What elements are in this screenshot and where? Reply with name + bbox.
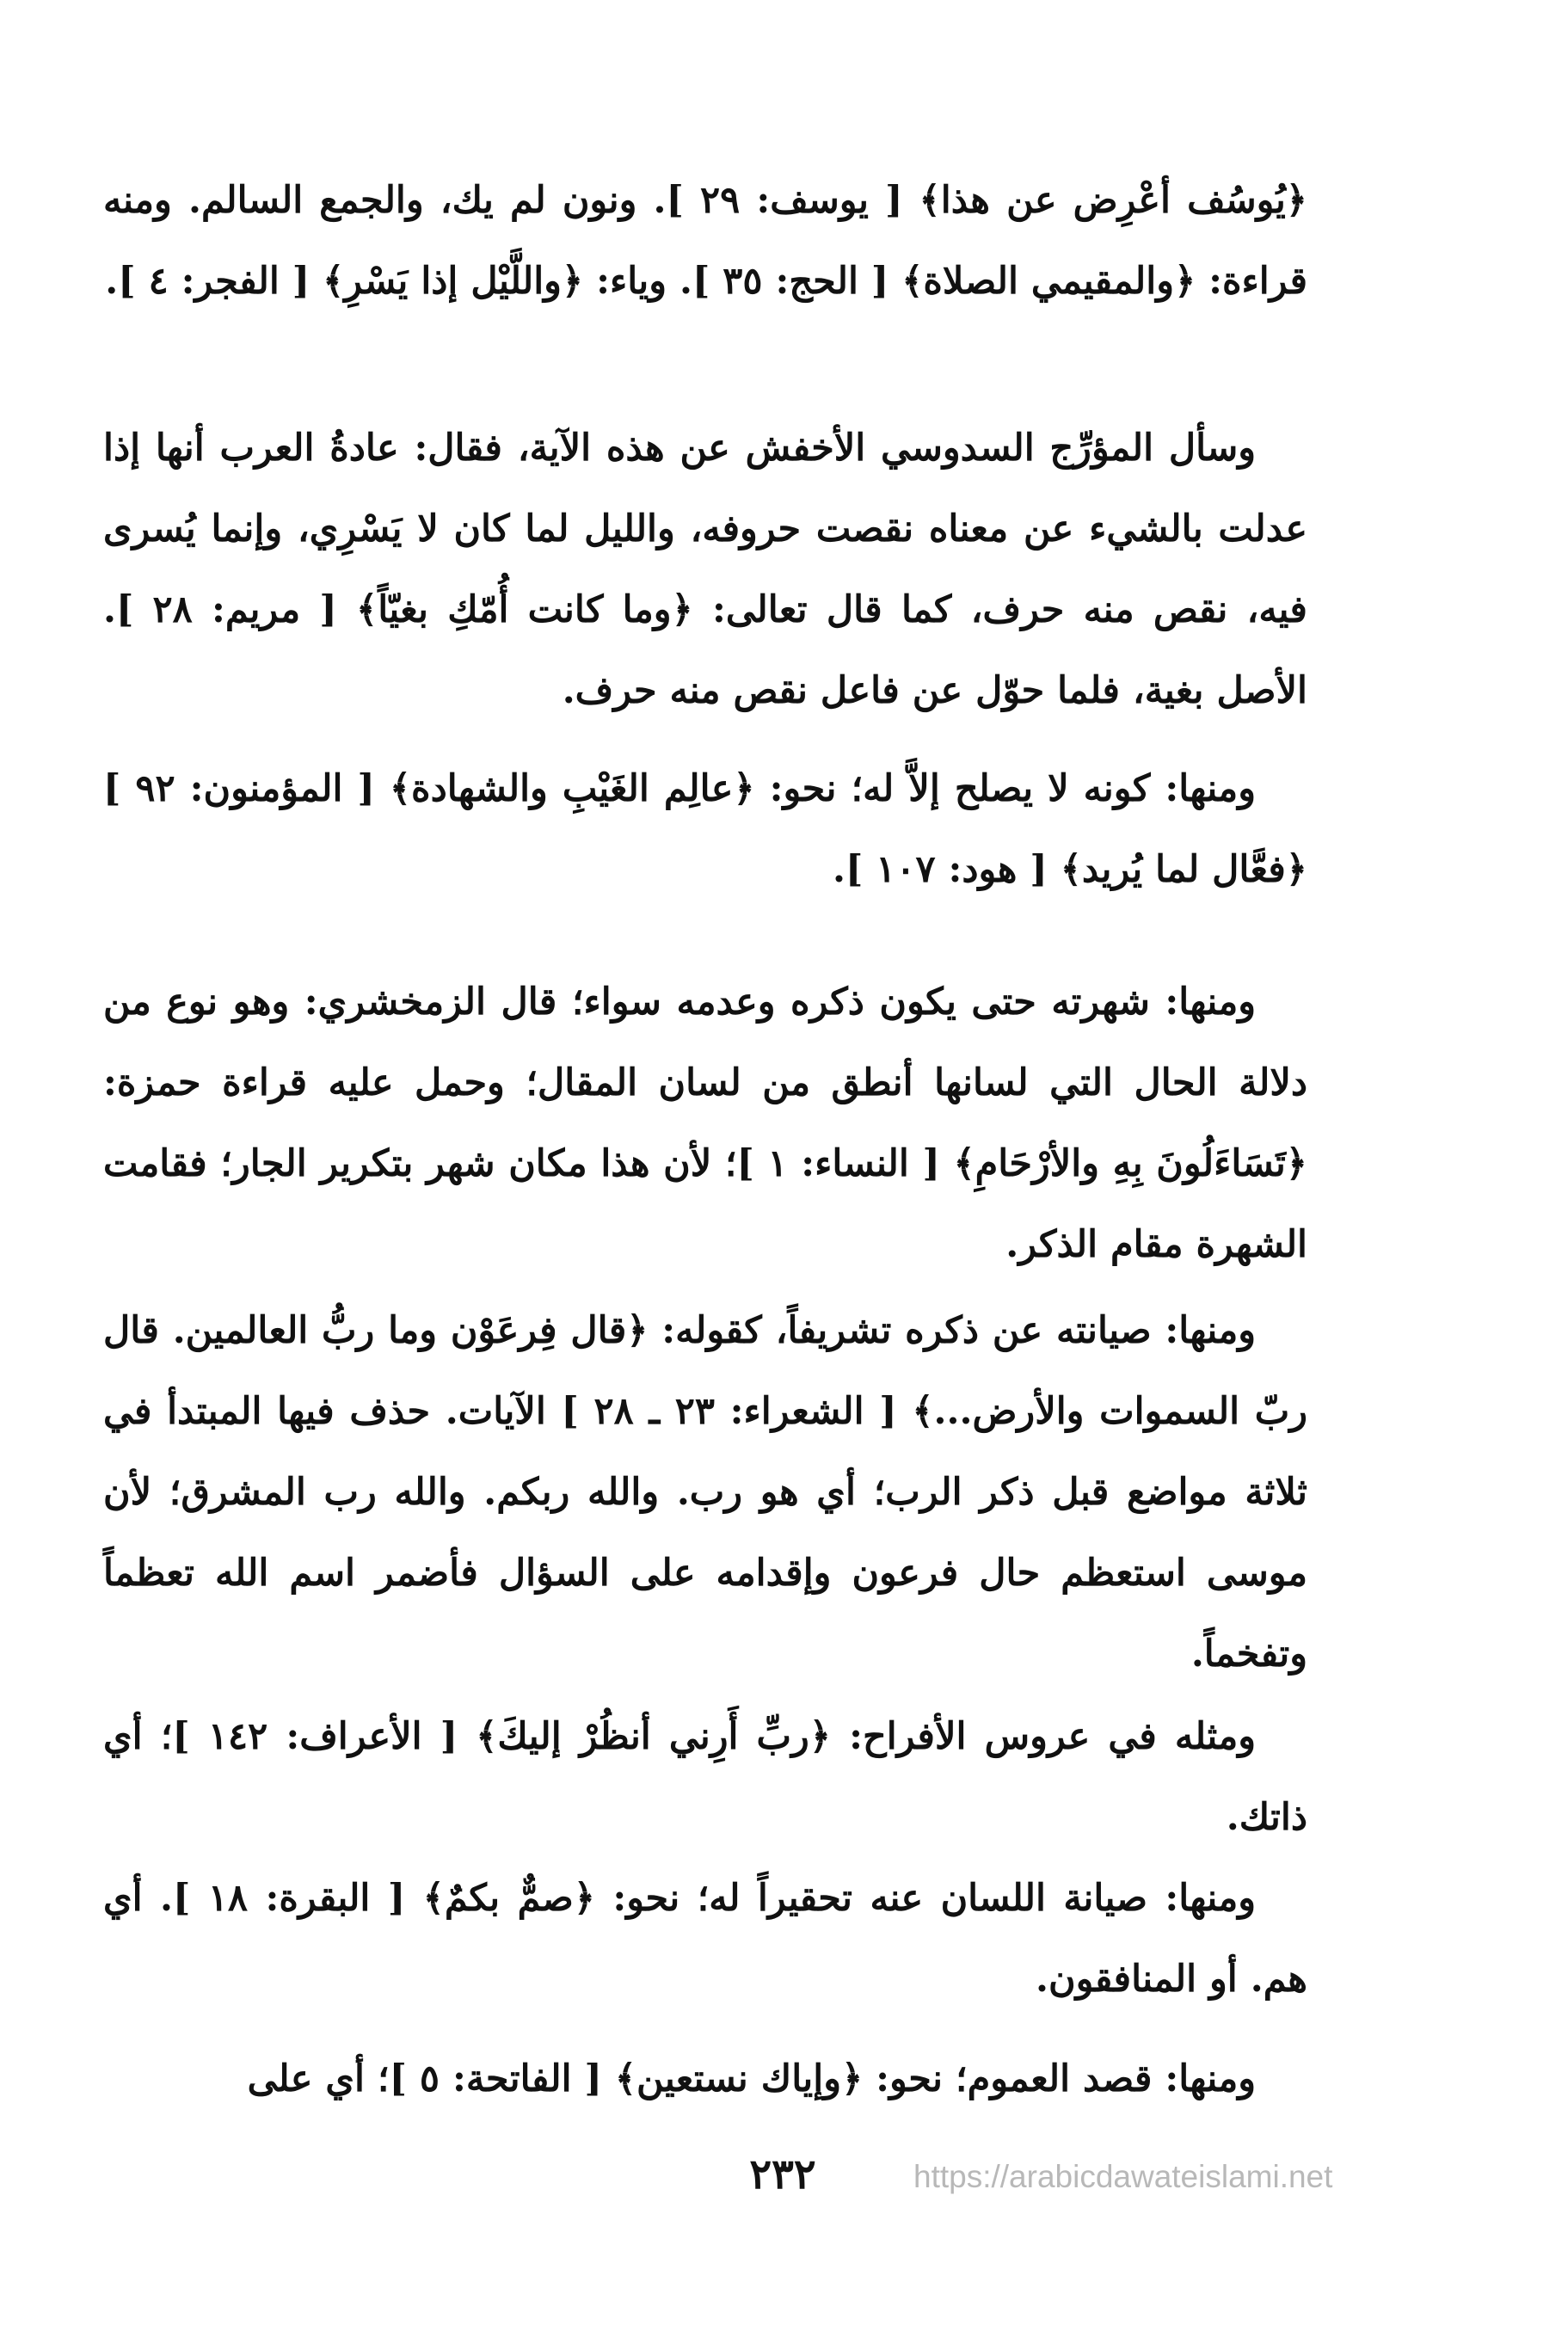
paragraph-7 xyxy=(103,1858,1307,2020)
paragraph-text: ومنها: كونه لا يصلح إلاَّ له؛ نحو: ﴿عالِم الغَيْبِ والشهادة﴾ [ المؤمنون: ٩٢ ] ﴿فعَّال لما يُريد﴾ [ هود: ١٠٧ ]. xyxy=(103,767,1307,891)
paragraph-text: ومثله في عروس الأفراح: ﴿ربِّ أَرِني أنظُرْ إليكَ﴾ [ الأعراف: ١٤٢ ]؛ أي ذاتك. xyxy=(103,1715,1307,1839)
paragraph-text: ومنها: صيانته عن ذكره تشريفاً، كقوله: ﴿قال فِرعَوْن وما ربُّ العالمين. قال ربّ السموات والأرض...﴾ [ الشعراء: ٢٣ ـ ٢٨ ] الآيات. حذف فيها المبتدأ في ثلاثة مواضع قبل ذكر الرب؛ أي هو رب. والله ربكم. والله رب المشرق؛ لأن موسى استعظم حال فرعون وإقدامه على السؤال فأضمر اسم الله تعظماً وتفخماً. xyxy=(103,1309,1307,1676)
watermark-url: https://arabicdawateislami.net xyxy=(913,2159,1333,2194)
paragraph-text: ومنها: قصد العموم؛ نحو: ﴿وإياك نستعين﴾ [ الفاتحة: ٥ ]؛ أي على xyxy=(247,2057,1256,2100)
paragraph-4 xyxy=(103,962,1307,1285)
page-number: ٢٣٢ xyxy=(749,2150,816,2198)
paragraph-text: ومنها: صيانة اللسان عنه تحقيراً له؛ نحو: ﴿صمٌّ بكمٌ﴾ [ البقرة: ١٨ ]. أي هم. أو المنافقون. xyxy=(103,1877,1307,2001)
paragraph-6 xyxy=(103,1696,1307,1858)
paragraph-text: وسأل المؤرِّج السدوسي الأخفش عن هذه الآية، فقال: عادةُ العرب أنها إذا عدلت بالشيء عن معناه نقصت حروفه، والليل لما كان لا يَسْرِي، وإنما يُسرى فيه، نقص منه حرف، كما قال تعالى: ﴿وما كانت أُمّكِ بغيّاً﴾ [ مريم: ٢٨ ]. الأصل بغية، فلما حوّل عن فاعل نقص منه حرف. xyxy=(103,427,1307,712)
paragraph-text: ومنها: شهرته حتى يكون ذكره وعدمه سواء؛ قال الزمخشري: وهو نوع من دلالة الحال التي لسانها أنطق من لسان المقال؛ وحمل عليه قراءة حمزة: ﴿تَسَاءَلُونَ بِهِ والأرْحَامِ﴾ [ النساء: ١ ]؛ لأن هذا مكان شهر بتكرير الجار؛ فقامت الشهرة مقام الذكر. xyxy=(103,981,1307,1266)
paragraph-3 xyxy=(103,748,1307,910)
paragraph-text: ﴿يُوسُف أعْرِض عن هذا﴾ [ يوسف: ٢٩ ]. ونون لم يك، والجمع السالم. ومنه قراءة: ﴿والمقيمي الصلاة﴾ [ الحج: ٣٥ ]. وياء: ﴿واللَّيْل إذا يَسْرِ﴾ [ الفجر: ٤ ]. xyxy=(103,179,1307,303)
paragraph-5 xyxy=(103,1290,1307,1694)
paragraph-8 xyxy=(103,2039,1307,2119)
paragraph-1 xyxy=(103,160,1307,322)
paragraph-2 xyxy=(103,408,1307,731)
